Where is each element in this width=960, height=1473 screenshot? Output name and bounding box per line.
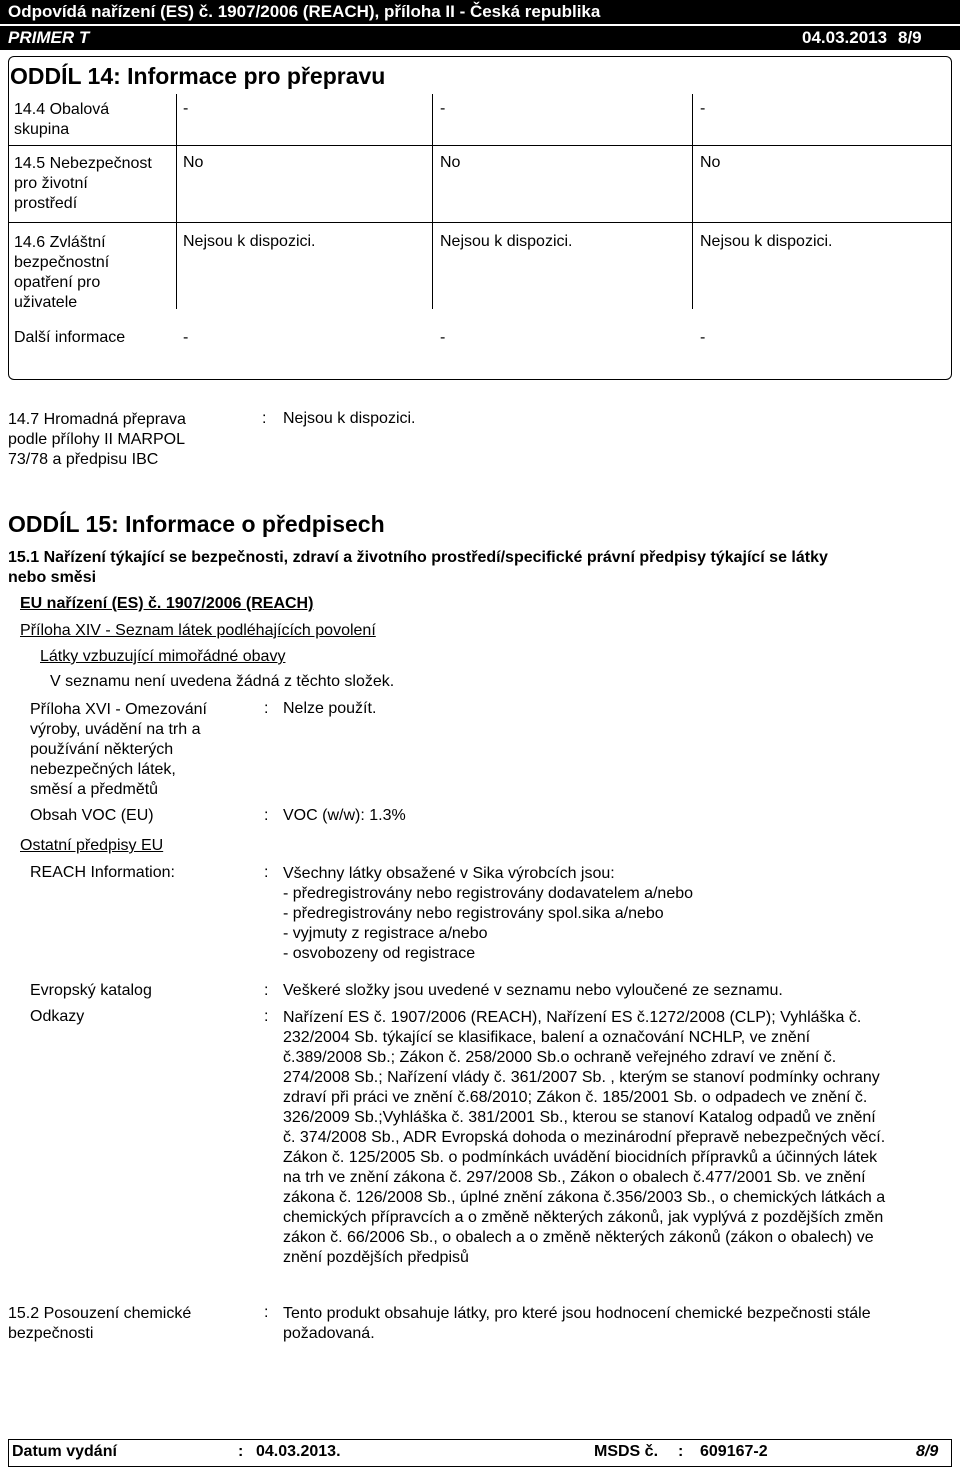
header-page: 8/9 [898,28,922,47]
european-catalog-colon: : [264,982,269,999]
chemical-safety-colon: : [264,1304,269,1321]
row-divider-1 [8,145,952,146]
annex-xvii-value: Nelze použít. [283,700,377,717]
voc-value: VOC (w/w): 1.3% [283,807,406,824]
additional-info-value-2: - [440,329,446,346]
col-divider-1 [176,94,177,309]
additional-info-label: Další informace [14,329,126,346]
packing-group-label: 14.4 Obalová skupina [14,101,110,138]
special-precautions-value-1: Nejsou k dispozici. [183,233,316,250]
section-15-title: ODDÍL 15: Informace o předpisech [8,511,385,537]
product-name: PRIMER T [8,28,90,47]
section-14-title: ODDÍL 14: Informace pro přepravu [10,63,386,89]
marpol-colon: : [262,410,267,427]
svhc-heading: Látky vzbuzující mimořádné obavy [40,648,286,665]
reach-info-value: Všechny látky obsažené v Sika výrobcích jsou: - předregistrovány nebo registrovány dodavatelem a/nebo - předregistrovány nebo registrovány spol.sika a/nebo - vyjmuty z registrace a/nebo - osvobozeny od registrace [283,865,694,962]
footer-page: 8/9 [916,1443,939,1460]
col-divider-2 [432,94,433,309]
row-divider-2 [8,222,952,223]
european-catalog-label: Evropský katalog [30,982,152,999]
chemical-safety-value: Tento produkt obsahuje látky, pro které jsou hodnocení chemické bezpečnosti stále požadovaná. [283,1305,871,1342]
additional-info-value-3: - [700,329,706,346]
issue-date-label: Datum vydání [12,1443,117,1460]
header-date: 04.03.2013 [802,28,888,47]
msds-value: 609167-2 [700,1443,768,1460]
annex-xvii-label: Příloha XVI - Omezování výroby, uvádění na trh a používání některých nebezpečných látek, směsí a předmětů [30,701,207,798]
reach-info-colon: : [264,864,269,881]
eu-regulation-heading: EU nařízení (ES) č. 1907/2006 (REACH) [20,595,314,612]
reach-info-label: REACH Information: [30,864,175,881]
packing-group-value-3: - [700,100,706,117]
msds-label: MSDS č. [594,1443,659,1460]
packing-group-value-2: - [440,100,446,117]
footer-box [8,1439,952,1467]
msds-colon: : [678,1443,684,1460]
environmental-hazard-label: 14.5 Nebezpečnost pro životní prostředí [14,155,152,212]
voc-colon: : [264,807,269,824]
special-precautions-value-2: Nejsou k dispozici. [440,233,573,250]
issue-date-colon: : [238,1443,244,1460]
packing-group-value-1: - [183,100,189,117]
col-divider-3 [692,94,693,309]
references-value: Nařízení ES č. 1907/2006 (REACH), Nařízení ES č.1272/2008 (CLP); Vyhláška č. 232/2004 Sb. týkající se klasifikace, balení a označování NCHLP, ve znění č.389/2008 Sb.; Zákon č. 258/2000 Sb.o ochraně veřejného zdraví ve znění č. 274/2008 Sb.; Nařízení vlády č. 361/2007 Sb. , kterým se stanoví podmínky ochrany zdraví při práci ve znění č.68/2010; Zákon č. 185/2001 Sb. o odpadech ve znění č. 326/2009 Sb.;Vyhláška č. 381/2001 Sb., kterou se stanoví Katalog odpadů ve znění č. 374/2008 Sb., ADR Evropská dohoda o mezinárodní přepravě nebezpečných věcí. Zákon č. 125/2005 Sb. o podmínkách uvádění biocidních přípravků a účinných látek na trh ve znění zákona č. 297/2008 Sb., Zákon o obalech č.477/2001 Sb. ve znění zákona č. 126/2008 Sb., úplné znění zákona č.356/2003 Sb., o chemických látkách a chemických přípravcích a o změně některých zákonů, jak vyplývá z pozdějších změn zákon č. 66/2006 Sb., o obalech a o změně některých zákonů (zákon o obalech) ve znění pozdějších předpisů [283,1009,886,1266]
section-15-1-title: 15.1 Nařízení týkající se bezpečnosti, zdraví a životního prostředí/specifické právní předpisy týkající se látky nebo směsi [8,549,828,586]
annex-xiv-heading: Příloha XIV - Seznam látek podléhajících povolení [20,622,376,639]
voc-label: Obsah VOC (EU) [30,807,154,824]
section-14-box [8,56,952,380]
regulation-title: Odpovídá nařízení (ES) č. 1907/2006 (REACH), příloha II - Česká republika [8,2,601,21]
references-label: Odkazy [30,1008,85,1025]
additional-info-value-1: - [183,329,189,346]
special-precautions-label: 14.6 Zvláštní bezpečnostní opatření pro uživatele [14,234,110,311]
svhc-text: V seznamu není uvedena žádná z těchto složek. [50,673,395,690]
regulation-header-bar [0,0,960,24]
marpol-value: Nejsou k dispozici. [283,410,416,427]
environmental-hazard-value-2: No [440,154,461,171]
special-precautions-value-3: Nejsou k dispozici. [700,233,833,250]
european-catalog-value: Veškeré složky jsou uvedené v seznamu nebo vyloučené ze seznamu. [283,982,783,999]
environmental-hazard-value-3: No [700,154,721,171]
environmental-hazard-value-1: No [183,154,204,171]
marpol-label: 14.7 Hromadná přeprava podle přílohy II MARPOL 73/78 a předpisu IBC [8,411,186,468]
product-header-bar [0,26,960,50]
issue-date-value: 04.03.2013. [256,1443,341,1460]
references-colon: : [264,1008,269,1025]
annex-xvii-colon: : [264,700,269,717]
other-eu-heading: Ostatní předpisy EU [20,837,164,854]
chemical-safety-label: 15.2 Posouzení chemické bezpečnosti [8,1305,192,1342]
